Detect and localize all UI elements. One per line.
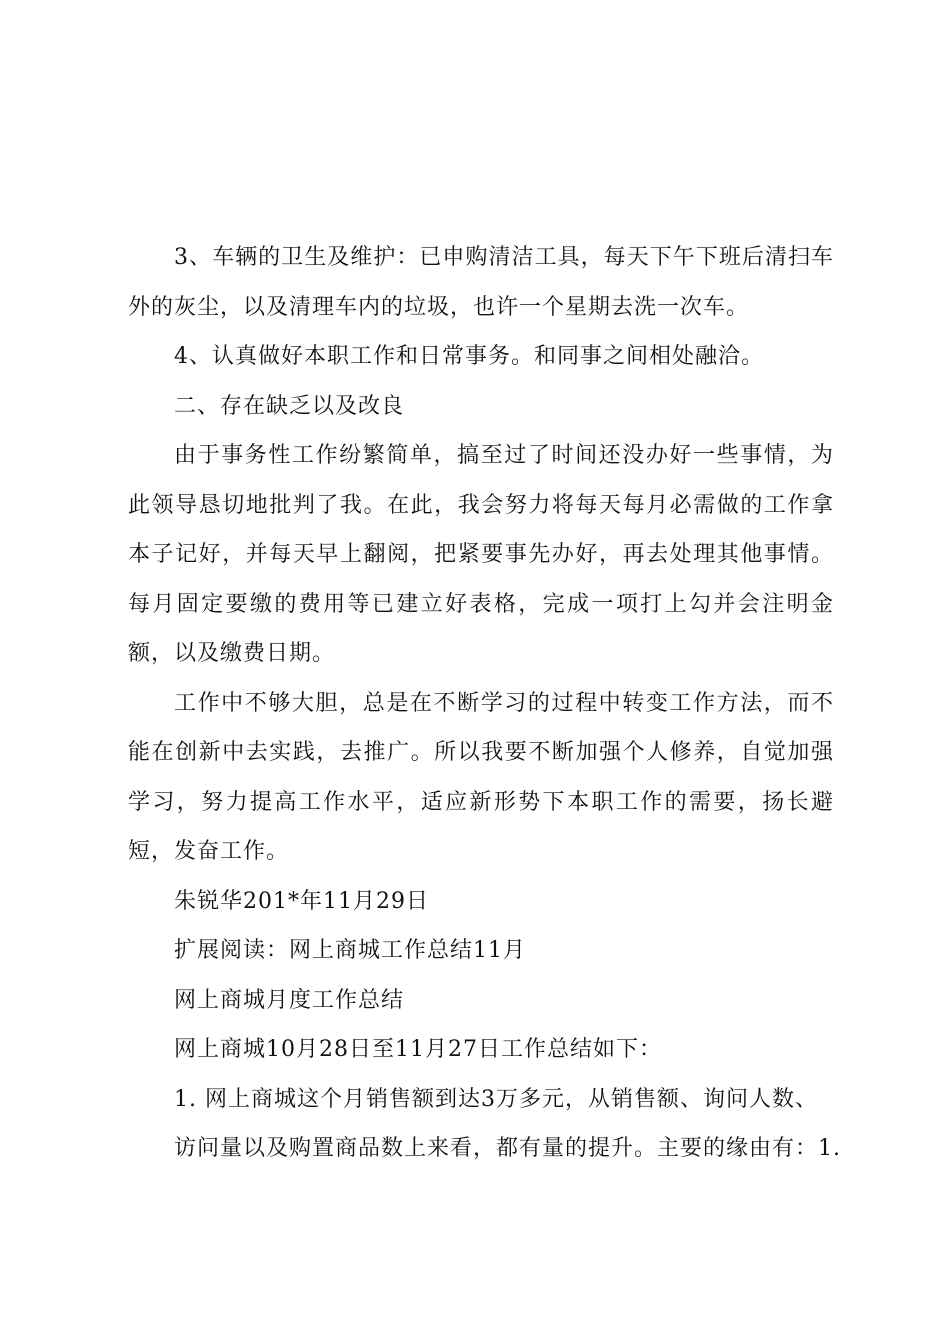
document-body — [128, 233, 841, 1174]
paragraph-improvement-plan: 由于事务性工作纷繁简单，搞至过了时间还没办好一些事情，为此领导恳切地批判了我。在此，我会努力将每天每月必需做的工作拿本子记好，并每天早上翻阅，把紧要事先办好，再去处理其他事情。每月固定要缴的费用等已建立好表格，完成一项打上勾并会注明金额，以及缴费日期。 — [128, 443, 834, 666]
list-item-sales-continued: 访问量以及购置商品数上来看，都有量的提升。主要的缘由有：1. — [174, 1136, 841, 1161]
extended-reading-title: 扩展阅读：网上商城工作总结11月 — [174, 938, 526, 963]
signature-date: 朱锐华201*年11月29日 — [174, 888, 429, 914]
paragraph-daily-duties: 4、认真做好本职工作和日常事务。和同事之间相处融洽。 — [174, 344, 764, 369]
report-title: 网上商城月度工作总结 — [174, 987, 405, 1013]
list-item-sales: 1. 网上商城这个月销售额到达3万多元，从销售额、询问人数、 — [174, 1086, 818, 1112]
paragraph-work-attitude: 工作中不够大胆，总是在不断学习的过程中转变工作方法，而不能在创新中去实践，去推广。所以我要不断加强个人修养，自觉加强学习，努力提高工作水平，适应新形势下本职工作的需要，扬长避短，发奋工作。 — [128, 690, 834, 864]
section-heading-shortcomings: 二、存在缺乏以及改良 — [174, 393, 405, 419]
paragraph-vehicle-maintenance: 3、车辆的卫生及维护：已申购清洁工具，每天下午下班后清扫车外的灰尘，以及清理车内的垃圾，也许一个星期去洗一次车。 — [128, 245, 834, 320]
report-period: 网上商城10月28日至11月27日工作总结如下： — [174, 1037, 662, 1062]
